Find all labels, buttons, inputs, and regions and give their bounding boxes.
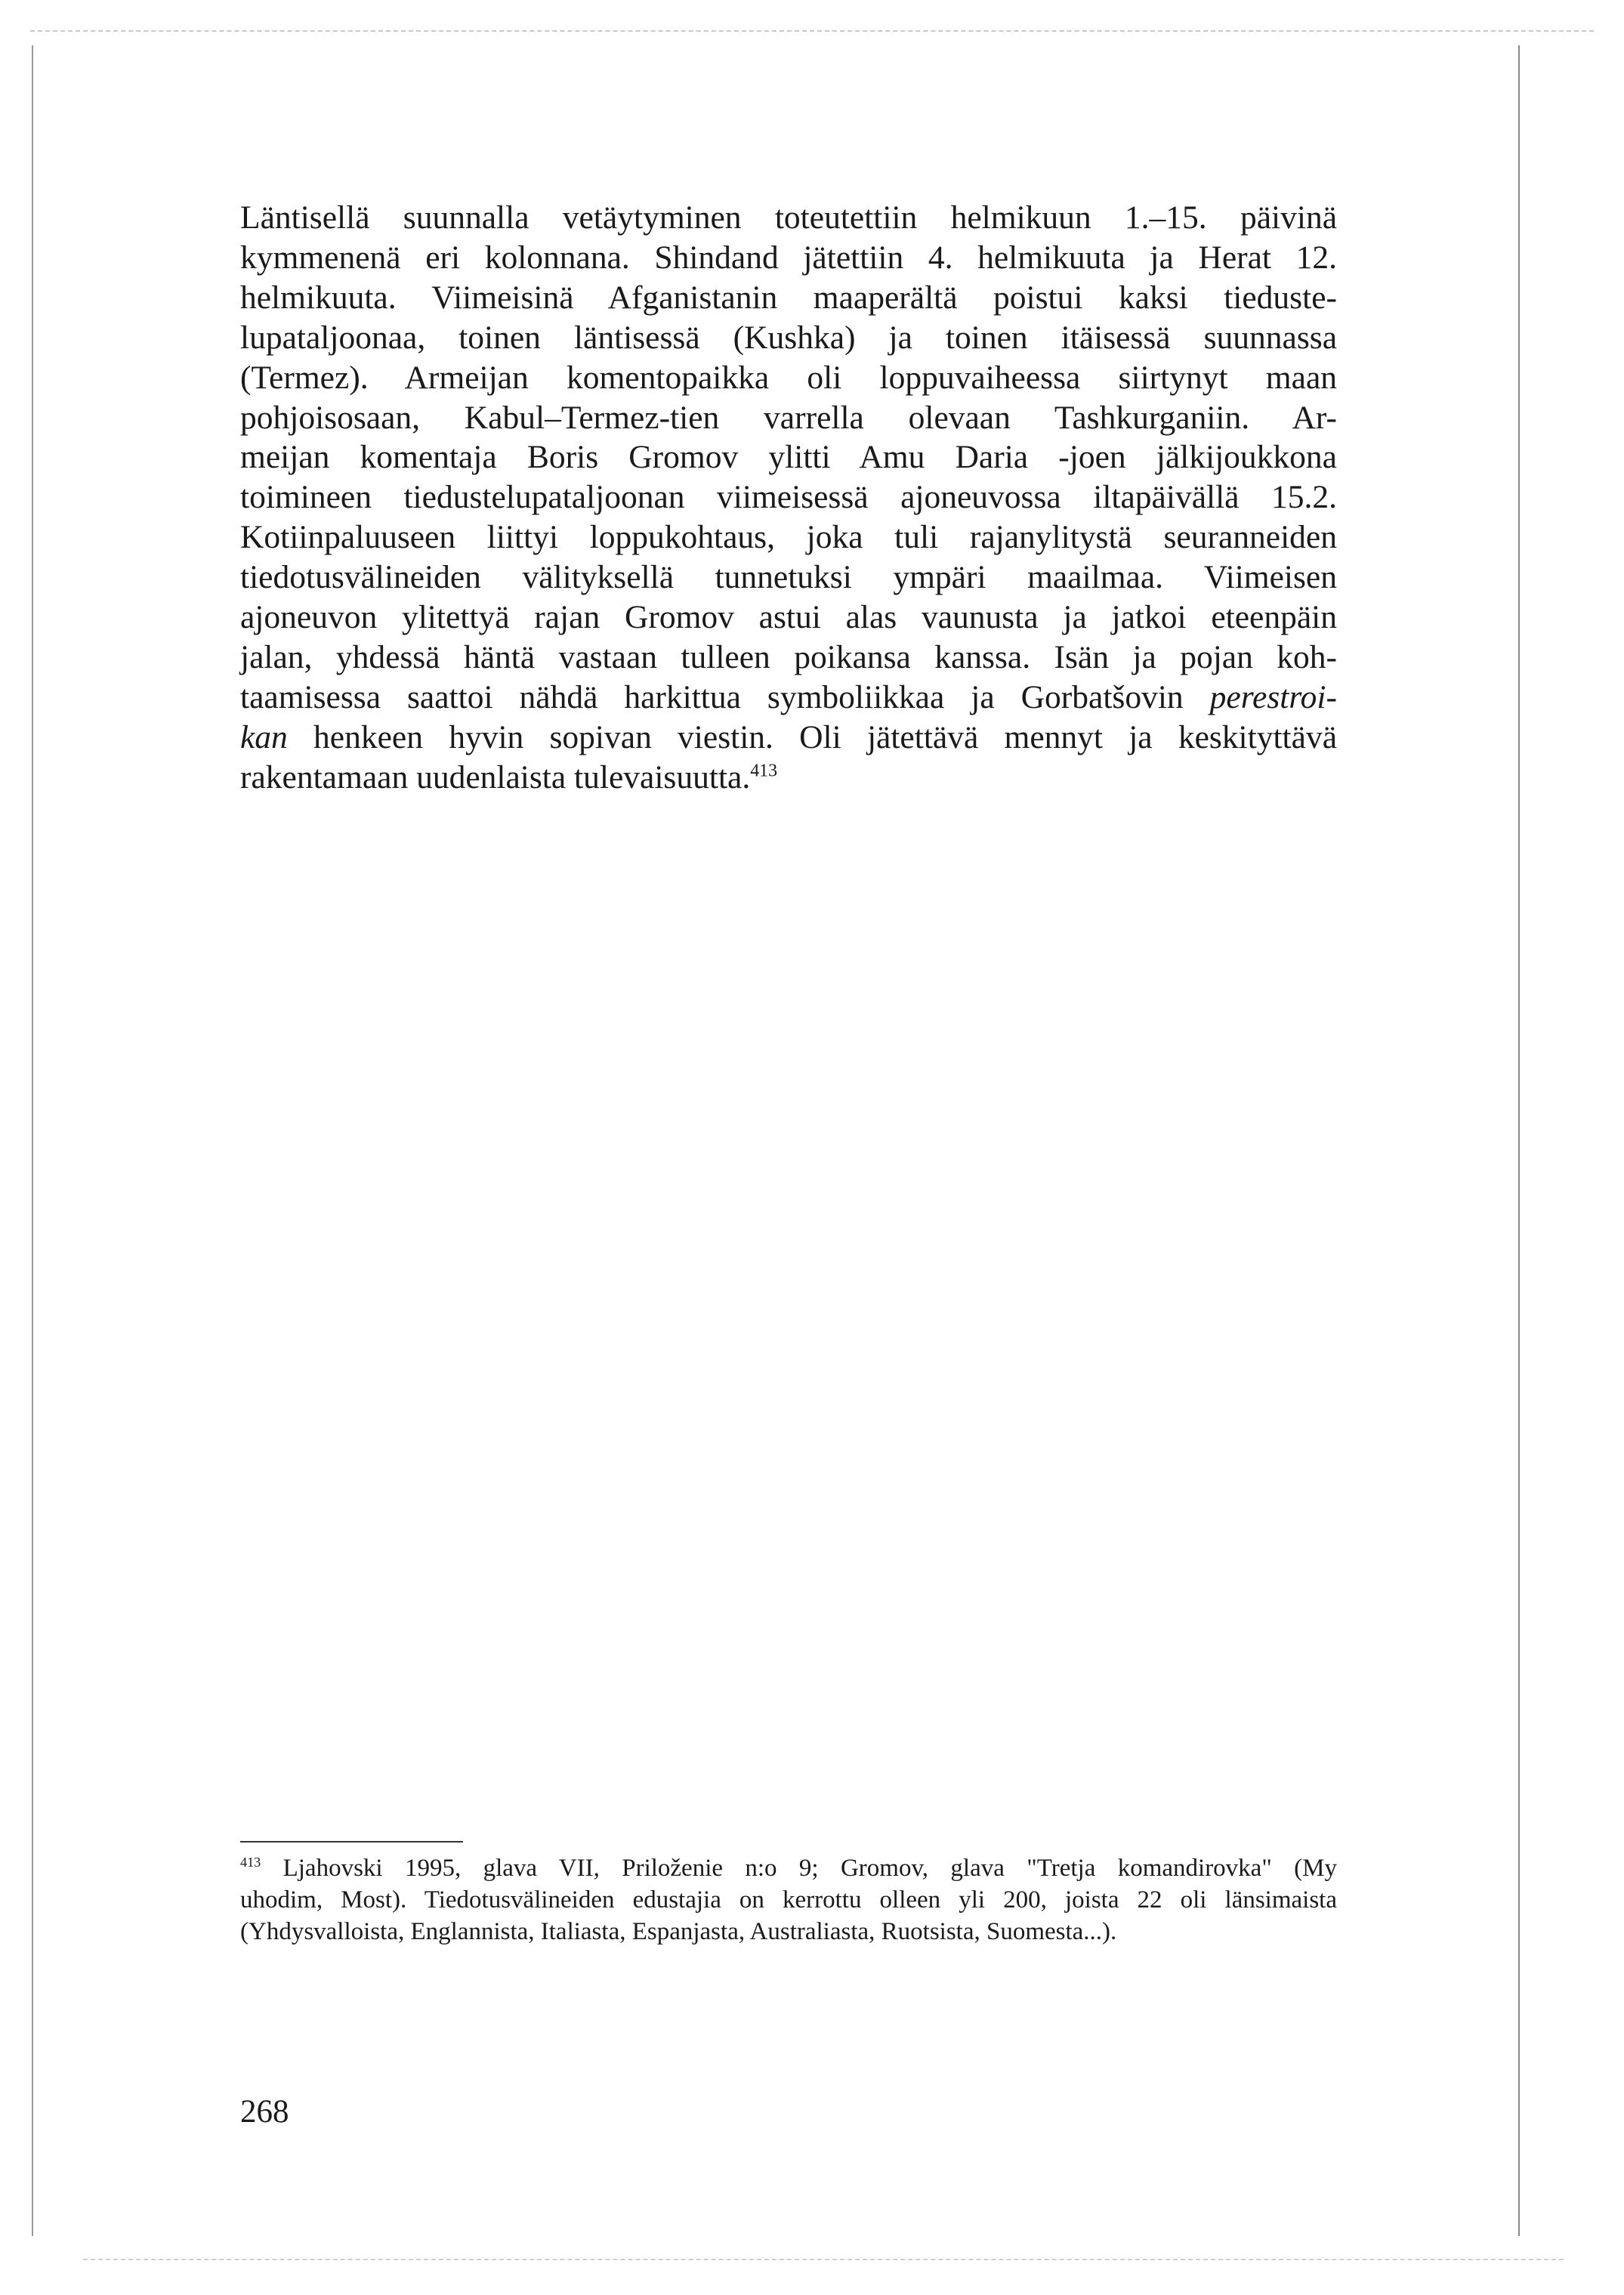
body-line-last [240, 758, 1337, 798]
footnote-reference: 413 [750, 761, 778, 781]
footnote-divider [240, 1841, 463, 1842]
body-line-text: henkeen hyvin sopivan viestin. Oli jätettävä mennyt ja keskityttävä [313, 718, 1338, 755]
footnote-line: (Yhdysvalloista, Englannista, Italiasta, Espanjasta, Australiasta, Ruotsista, Suomesta...). [240, 1918, 1117, 1945]
body-line: jalan, yhdessä häntä vastaan tulleen poikansa kanssa. Isän ja pojan koh- [240, 638, 1337, 675]
scan-edge-right [1518, 45, 1520, 2236]
body-line: toimineen tiedustelupataljoonan viimeisessä ajoneuvossa iltapäivällä 15.2. [240, 479, 1337, 516]
body-line: (Termez). Armeijan komentopaikka oli loppuvaiheessa siirtynyt maan [240, 359, 1337, 396]
footnote-number: 413 [240, 1855, 261, 1870]
body-line-with-italic [240, 718, 1337, 758]
footnote-line [240, 1852, 1337, 1884]
italic-term: kan [240, 718, 288, 755]
body-line-text: rakentamaan uudenlaista tulevaisuutta. [240, 758, 751, 795]
footnote-line: uhodim, Most). Tiedotusvälineiden edustajia on kerrottu olleen yli 200, joista 22 oli länsimaista [240, 1886, 1337, 1914]
footnote-text: Ljahovski 1995, glava VII, Priloženie n:o 9; Gromov, glava "Tretja komandirovka" (My [283, 1855, 1338, 1882]
body-line: ajoneuvon ylitettyä rajan Gromov astui alas vaunusta ja jatkoi eteenpäin [240, 599, 1337, 636]
body-line: Läntisellä suunnalla vetäytyminen toteutettiin helmikuun 1.–15. päivinä [240, 199, 1337, 236]
body-line: kymmenenä eri kolonnana. Shindand jätettiin 4. helmikuuta ja Herat 12. [240, 239, 1337, 276]
scan-edge-bottom [83, 2259, 1564, 2260]
body-paragraph [240, 198, 1337, 798]
scan-edge-left [32, 45, 33, 2236]
body-line-with-italic [240, 678, 1337, 718]
body-line-text: taamisessa saattoi nähdä harkittua symboliikkaa ja Gorbatšovin [240, 678, 1184, 715]
body-line: pohjoisosaan, Kabul–Termez-tien varrella olevaan Tashkurganiin. Ar- [240, 399, 1337, 436]
body-line: meijan komentaja Boris Gromov ylitti Amu Daria -joen jälkijoukkona [240, 439, 1337, 476]
body-line: Kotiinpaluuseen liittyi loppukohtaus, joka tuli rajanylitystä seuranneiden [240, 519, 1337, 556]
body-line: helmikuuta. Viimeisinä Afganistanin maaperältä poistui kaksi tieduste- [240, 279, 1337, 316]
page-number: 268 [240, 2094, 289, 2130]
italic-term: perestroi- [1209, 678, 1337, 715]
body-line: tiedotusvälineiden välityksellä tunnetuksi ympäri maailmaa. Viimeisen [240, 559, 1337, 596]
body-line: lupataljoonaa, toinen läntisessä (Kushka) ja toinen itäisessä suunnassa [240, 319, 1337, 356]
footnote [240, 1852, 1337, 1948]
scan-edge-top [30, 30, 1594, 32]
